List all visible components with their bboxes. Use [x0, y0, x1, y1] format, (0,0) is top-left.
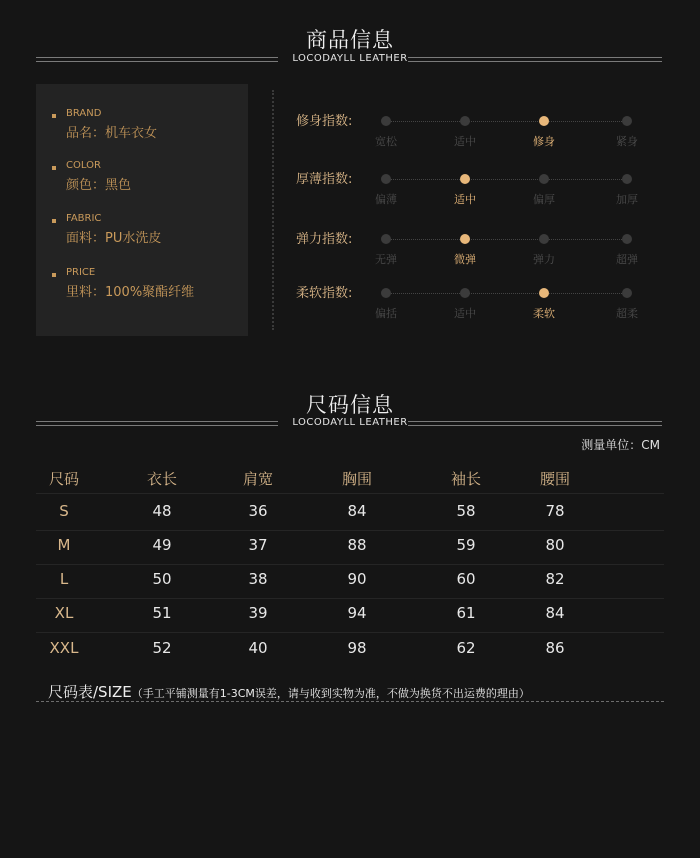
table-cell: 94	[347, 604, 367, 622]
product-section-subtitle: LOCODAYLL LEATHER	[292, 53, 408, 64]
table-cell: 52	[152, 639, 172, 657]
index-option: 偏薄	[375, 193, 397, 206]
index-option: 紧身	[616, 135, 638, 148]
footnote-note: （手工平铺测量有1-3CM误差，请与收到实物为准，不做为换货不出运费的理由）	[131, 687, 530, 700]
size-section-title: 尺码信息	[306, 393, 394, 417]
size-section-subtitle: LOCODAYLL LEATHER	[292, 417, 408, 428]
index-label: 厚薄指数:	[296, 172, 353, 187]
index-dot	[381, 288, 391, 298]
index-option: 柔软	[533, 307, 555, 320]
table-cell: 80	[545, 536, 565, 554]
table-cell: 61	[456, 604, 476, 622]
index-dot	[539, 234, 549, 244]
index-option: 适中	[454, 193, 476, 206]
column-header: 肩宽	[242, 470, 273, 488]
index-dot	[622, 288, 632, 298]
footnote-rule	[36, 701, 664, 702]
index-dot-selected	[539, 116, 549, 126]
column-header: 腰围	[539, 470, 570, 488]
bullet-icon	[52, 219, 56, 223]
index-option: 微弹	[454, 253, 476, 266]
index-track	[386, 293, 630, 294]
index-option: 偏括	[375, 307, 397, 320]
column-header: 尺码	[48, 470, 79, 488]
row-divider	[36, 493, 664, 494]
size-label: XXL	[49, 639, 79, 657]
size-label: XL	[54, 604, 74, 622]
index-option: 宽松	[375, 135, 397, 148]
table-cell: 37	[248, 536, 268, 554]
info-label-en: COLOR	[66, 160, 101, 171]
info-value: 面料：PU水洗皮	[66, 231, 162, 246]
column-header: 胸围	[341, 470, 372, 488]
table-cell: 58	[456, 502, 476, 520]
product-section-title: 商品信息	[306, 28, 394, 52]
index-track	[386, 121, 630, 122]
index-dot	[539, 174, 549, 184]
index-dot	[381, 174, 391, 184]
index-track	[386, 179, 630, 180]
index-option: 弹力	[533, 253, 555, 266]
table-cell: 82	[545, 570, 565, 588]
row-divider	[36, 632, 664, 633]
table-cell: 98	[347, 639, 367, 657]
table-cell: 39	[248, 604, 268, 622]
bullet-icon	[52, 166, 56, 170]
row-divider	[36, 564, 664, 565]
index-dot	[460, 288, 470, 298]
index-track	[386, 239, 630, 240]
column-header: 袖长	[450, 470, 481, 488]
table-cell: 38	[248, 570, 268, 588]
index-label: 柔软指数:	[296, 286, 353, 301]
info-value: 颜色：黑色	[66, 178, 132, 193]
table-cell: 84	[347, 502, 367, 520]
table-cell: 49	[152, 536, 172, 554]
footnote-title: 尺码表/SIZE	[48, 683, 132, 701]
index-label: 弹力指数:	[296, 232, 353, 247]
row-divider	[36, 598, 664, 599]
index-option: 适中	[454, 307, 476, 320]
index-option: 超弹	[616, 253, 638, 266]
table-cell: 51	[152, 604, 172, 622]
divider	[272, 90, 274, 330]
table-cell: 84	[545, 604, 565, 622]
index-option: 无弹	[375, 253, 397, 266]
bullet-icon	[52, 114, 56, 118]
table-cell: 62	[456, 639, 476, 657]
table-cell: 60	[456, 570, 476, 588]
table-cell: 48	[152, 502, 172, 520]
index-dot-selected	[460, 234, 470, 244]
index-dot	[381, 116, 391, 126]
info-label-en: BRAND	[66, 108, 102, 119]
column-header: 衣长	[146, 470, 177, 488]
size-label: M	[57, 536, 71, 554]
table-cell: 40	[248, 639, 268, 657]
info-value: 里料：100%聚酯纤维	[66, 285, 195, 300]
index-dot	[381, 234, 391, 244]
size-label: L	[59, 570, 69, 588]
index-option: 偏厚	[533, 193, 555, 206]
bullet-icon	[52, 273, 56, 277]
table-cell: 90	[347, 570, 367, 588]
info-value: 品名：机车衣女	[66, 126, 158, 141]
table-cell: 78	[545, 502, 565, 520]
index-option: 修身	[533, 135, 555, 148]
row-divider	[36, 530, 664, 531]
index-dot	[622, 174, 632, 184]
info-label-en: PRICE	[66, 267, 96, 278]
index-option: 适中	[454, 135, 476, 148]
index-dot	[460, 116, 470, 126]
table-cell: 59	[456, 536, 476, 554]
index-label: 修身指数:	[296, 114, 353, 129]
index-dot	[622, 234, 632, 244]
index-dot-selected	[539, 288, 549, 298]
info-label-en: FABRIC	[66, 213, 102, 224]
table-cell: 36	[248, 502, 268, 520]
index-option: 加厚	[616, 193, 638, 206]
size-footnote	[48, 681, 530, 702]
table-cell: 86	[545, 639, 565, 657]
index-dot-selected	[460, 174, 470, 184]
size-label: S	[59, 502, 69, 520]
measurement-unit: 测量单位：CM	[581, 438, 660, 452]
table-cell: 50	[152, 570, 172, 588]
index-option: 超柔	[616, 307, 638, 320]
index-dot	[622, 116, 632, 126]
table-cell: 88	[347, 536, 367, 554]
